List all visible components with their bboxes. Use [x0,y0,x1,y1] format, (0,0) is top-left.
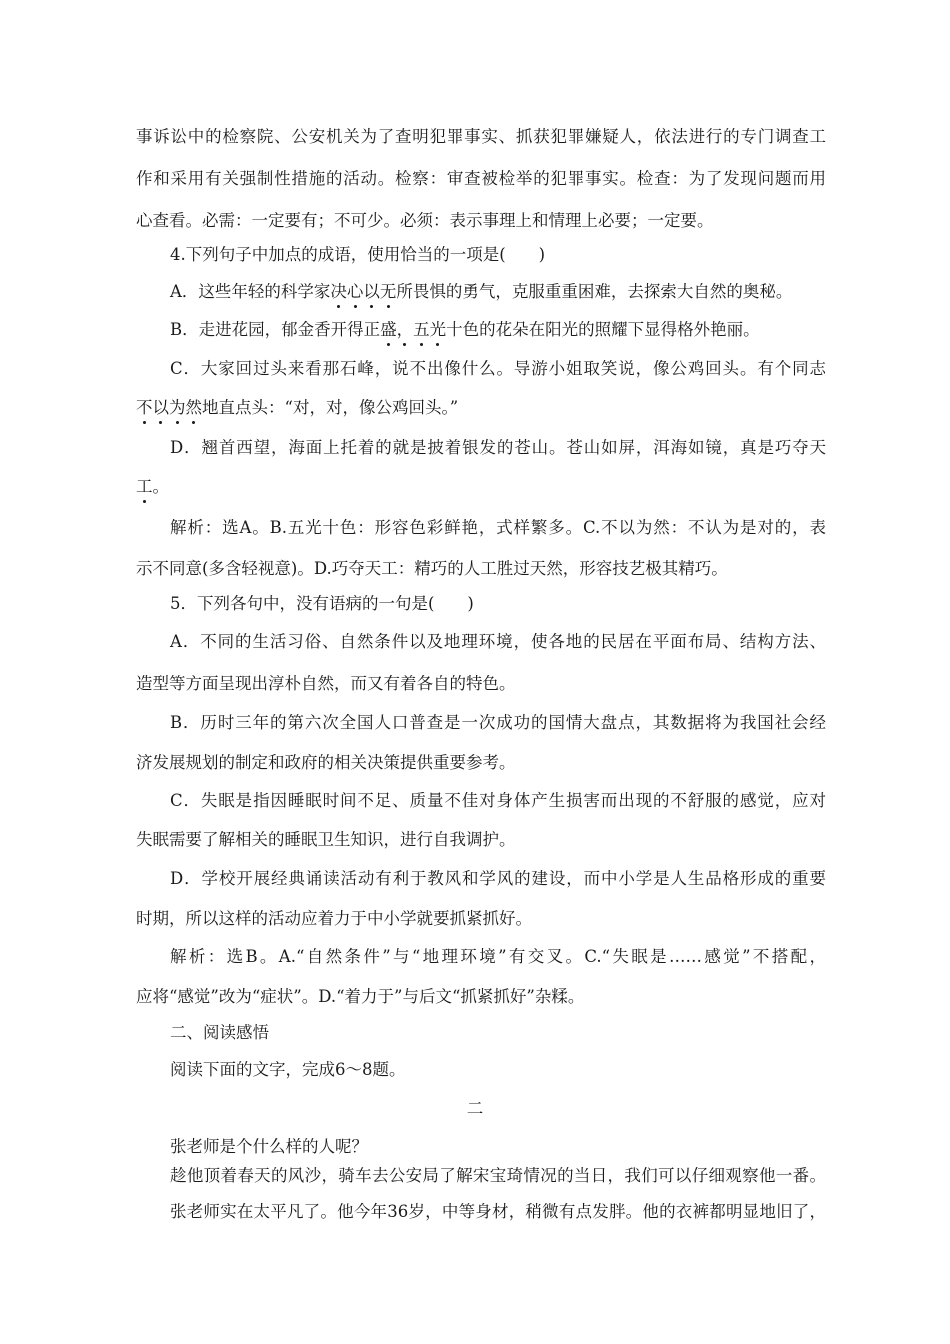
text-line-3: 心查看。必需：一定要有；不可少。必须：表示事理上和情理上必要；一定要。 [136,211,714,230]
q4-option-b: B．走进花园，郁金香开得正盛，五光十色的花朵在阳光的照耀下显得格外艳丽。 [170,320,760,339]
q5-analysis-line-1: 解析：选B。A.“自然条件”与“地理环境”有交叉。C.“失眠是……感觉”不搭配， [170,947,826,966]
q5-option-c-line-2: 失眠需要了解相关的睡眠卫生知识，进行自我调护。 [136,830,516,849]
reading-instruction: 阅读下面的文字，完成6～8题。 [170,1060,406,1079]
q4-analysis-line-2: 示不同意(多含轻视意)。D.巧夺天工：精巧的人工胜过天然，形容技艺极其精巧。 [136,559,728,578]
q5-option-a-line-2: 造型等方面呈现出淳朴自然，而又有着各自的特色。 [136,674,516,693]
passage-line-3: 张老师实在太平凡了。他今年36岁，中等身材，稍微有点发胖。他的衣裤都明显地旧了， [170,1202,826,1221]
emphasis-dot-char: 工 [136,477,153,496]
q5-option-b-line-2: 济发展规划的制定和政府的相关决策提供重要参考。 [136,753,516,772]
q5-option-c-line-1: C．失眠是指因睡眠时间不足、质量不佳对身体产生损害而出现的不舒服的感觉，应对 [170,791,826,810]
q4-analysis-line-1: 解析：选A。B.五光十色：形容色彩鲜艳，式样繁多。C.不以为然：不认为是对的，表 [170,518,826,537]
section-heading: 二、阅读感悟 [170,1023,269,1042]
q4-option-c-line-1: C．大家回过头来看那石峰，说不出像什么。导游小姐取笑说，像公鸡回头。有个同志 [170,359,826,378]
question-4-stem: 4.下列句子中加点的成语，使用恰当的一项是( ) [170,245,546,264]
question-5-stem: 5．下列各句中，没有语病的一句是( ) [170,594,474,613]
emphasis-dot-char: 以 [152,398,169,417]
q5-option-d-line-1: D．学校开展经典诵读活动有利于教风和学风的建设，而中小学是人生品格形成的重要 [170,869,826,888]
emphasis-dot-char: 盛 [380,320,397,339]
emphasis-dot-char: 五 [413,320,430,339]
q4-option-d-line-1: D．翘首西望，海面上托着的就是披着银发的苍山。苍山如屏，洱海如镜，真是巧夺天 [170,438,827,457]
emphasis-dot-char: 然 [185,398,202,417]
emphasis-dot-char: ， [396,320,414,339]
emphasis-dot-char: 为 [169,398,186,417]
emphasis-dot-char: 决 [330,282,347,301]
q5-option-d-line-2: 时期，所以这样的活动应着力于中小学就要抓紧抓好。 [136,909,532,928]
passage-line-1: 张老师是个什么样的人呢？ [170,1137,368,1156]
passage-line-2: 趁他顶着春天的风沙，骑车去公安局了解宋宝琦情况的当日，我们可以仔细观察他一番。 [170,1166,826,1185]
emphasis-dot-char: 以 [363,282,380,301]
text-line-1: 事诉讼中的检察院、公安机关为了查明犯罪事实、抓获犯罪嫌疑人，依法进行的专门调查工 [136,127,826,146]
passage-section-number: 二 [466,1099,484,1118]
emphasis-dot-char: 心 [346,282,364,301]
emphasis-dot-char: 光 [429,320,447,339]
emphasis-dot-char: 无 [379,282,397,301]
q4-option-a: A．这些年轻的科学家决心以无所畏惧的勇气，克服重重困难，去探索大自然的奥秘。 [170,282,793,301]
q5-option-b-line-1: B．历时三年的第六次全国人口普查是一次成功的国情大盘点，其数据将为我国社会经 [170,713,826,732]
q5-option-a-line-1: A．不同的生活习俗、自然条件以及地理环境，使各地的民居在平面布局、结构方法、 [170,632,826,651]
q5-analysis-line-2: 应将“感觉”改为“症状”。D.“着力于”与后文“抓紧抓好”杂糅。 [136,987,585,1006]
text-line-2: 作和采用有关强制性措施的活动。检察：审查被检举的犯罪事实。检查：为了发现问题而用 [136,169,826,188]
emphasis-dot-char: 不 [136,398,153,417]
q4-option-d-line-2: 工。 [136,477,169,496]
q4-option-c-line-2: 不以为然地直点头：“对，对，像公鸡回头。” [136,398,459,417]
